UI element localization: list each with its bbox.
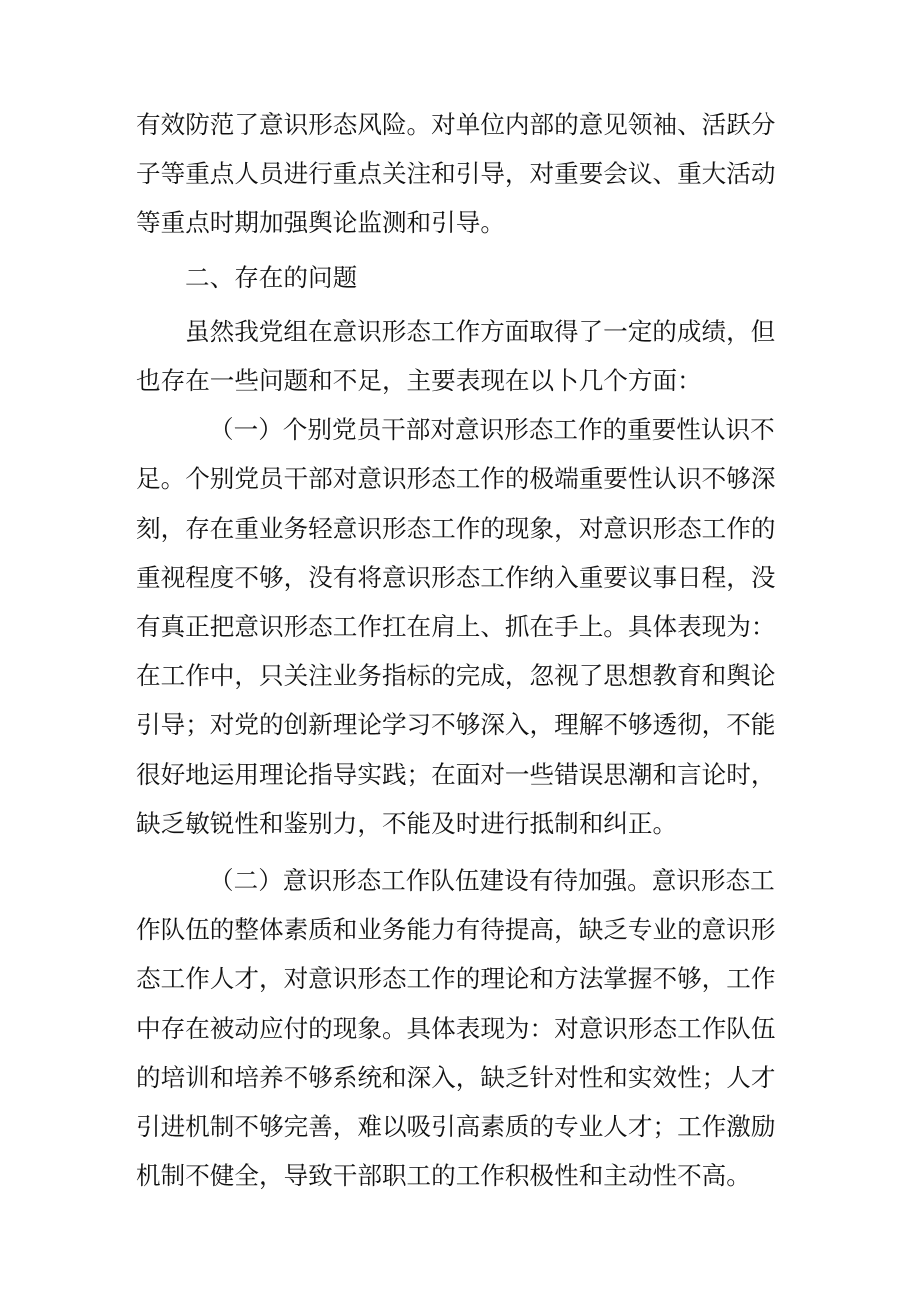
section-heading: 二、存在的问题 bbox=[185, 262, 358, 292]
continuation-paragraph: 有效防范了意识形态风险。对单位内部的意见领袖、活跃分子等重点人员进行重点关注和引导，对重要会议、重大活动等重点时期加强舆论监测和引导。 bbox=[136, 110, 776, 238]
issue-1-paragraph: （一）个别党员干部对意识形态工作的重要性认识不足。个别党员干部对意识形态工作的极端重要性认识不够深刻，存在重业务轻意识形态工作的现象，对意识形态工作的重视程度不够，没有将意识形态工作纳入重要议事日程，没有真正把意识形态工作扛在肩上、抓在手上。具体表现为：在工作中，只关注业务指标的完成，忽视了思想教育和舆论引导；对党的创新理论学习不够深入，理解不够透彻，不能很好地运用理论指导实践；在面对一些错误思潮和言论时，缺乏敏锐性和鉴别力，不能及时进行抵制和纠正。 bbox=[136, 415, 776, 838]
intro-paragraph: 虽然我党组在意识形态工作方面取得了一定的成绩，但也存在一些问题和不足，主要表现在以卜几个方面： bbox=[136, 316, 776, 396]
issue-2-paragraph: （二）意识形态工作队伍建设有待加强。意识形态工作队伍的整体素质和业务能力有待提高，缺乏专业的意识形态工作人才，对意识形态工作的理论和方法掌握不够，工作中存在被动应付的现象。具体表现为：对意识形态工作队伍的培训和培养不够系统和深入，缺乏针对性和实效性；人才引进机制不够完善，难以吸引高素质的专业人才；工作激励机制不健全，导致干部职工的工作积极性和主动性不高。 bbox=[136, 866, 776, 1191]
